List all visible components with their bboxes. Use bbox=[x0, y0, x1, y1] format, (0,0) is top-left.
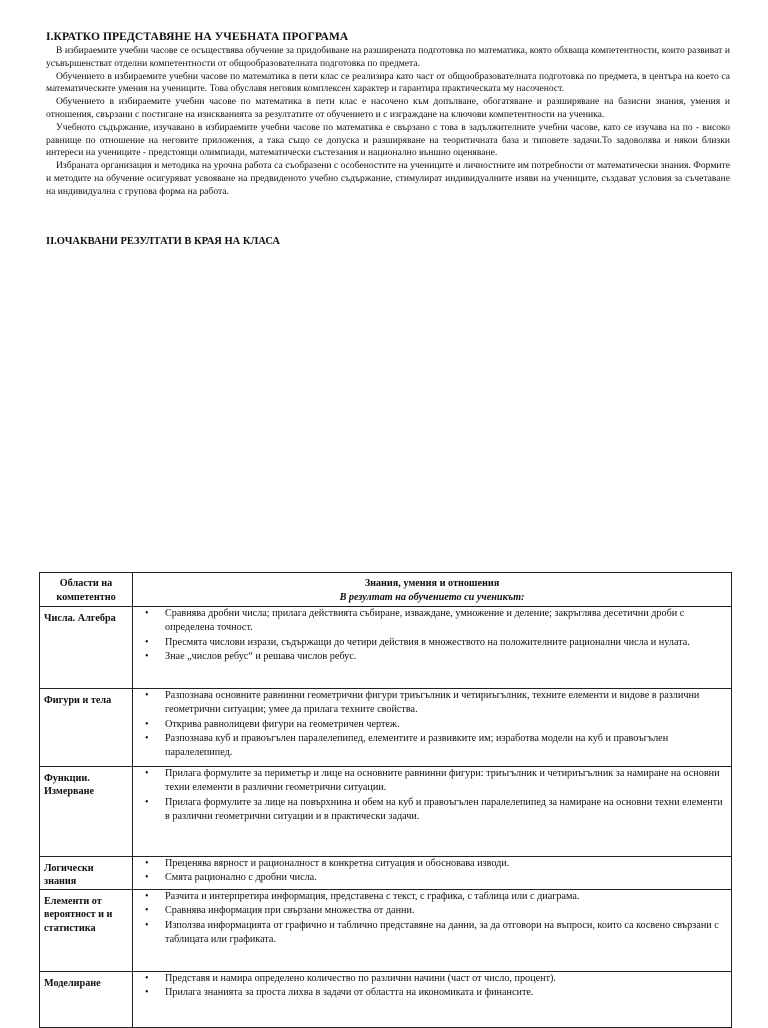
bullet-icon: • bbox=[145, 607, 149, 619]
table-header-row bbox=[40, 573, 732, 607]
paragraph: В избираемите учебни часове се осъществява обучение за придобиване на разширената подготовка по математика, която обхваща компетентности, които развиват и усъвършенстват отделни компетентности от общообразователната подготовка по предмета. bbox=[46, 45, 730, 69]
competence-area: Логически знания bbox=[40, 856, 133, 889]
competence-area: Фигури и тела bbox=[40, 688, 133, 766]
table-row bbox=[40, 889, 732, 971]
bullet-icon: • bbox=[145, 972, 149, 984]
paragraph: Учебното съдържание, изучавано в избираемите учебни часове по математика е свързано с това в задължителните учебни часове, като се изучава на по - високо равнище по отношение на неговите приложения, а така също се допуска и разширяване на теоритичната база и типовете задачи.То задоволява и някои близки интереси на учениците - предстоящи олимпиади, математически състезания и национално външно оценяване. bbox=[46, 121, 730, 159]
outcomes-cell bbox=[133, 889, 732, 971]
paragraph: Обучението в избираемите учебни часове по математика в пети клас се реализира като част от общообразователната подготовка по предмета, в центъра на което са математическите умения на учениците. Това обуславя неговия комплексен характер и гарантира практическата му насоченост. bbox=[46, 70, 730, 95]
bullet-icon: • bbox=[145, 733, 149, 745]
table-row bbox=[40, 606, 732, 688]
outcomes-list bbox=[137, 972, 727, 1001]
bullet-icon: • bbox=[145, 796, 149, 808]
list-item bbox=[145, 636, 727, 650]
outcomes-list bbox=[137, 857, 727, 886]
list-item-text: Прилага формулите за лице на повърхнина и обем на куб и правоъгълен паралелепипед за намиране на основни техни елементи в различни геометрични ситуации и в практически задачи. bbox=[165, 796, 723, 823]
outcomes-list bbox=[137, 890, 727, 948]
bullet-icon: • bbox=[145, 857, 149, 869]
list-item-text: Смята рационално с дробни числа. bbox=[165, 872, 317, 884]
list-item-text: Разпознава основните равнинни геометрични фигури триъгълник и четириъгълник, техните елементи и видове в различни геометрични ситуации; умее да прилага техните свойства. bbox=[165, 689, 700, 716]
list-item bbox=[145, 689, 727, 718]
list-item bbox=[145, 919, 727, 948]
competence-area: Елементи от вероятност и и статистика bbox=[40, 889, 133, 971]
list-item-text: Разпознава куб и правоъгълен паралелепипед, елементите и развивките им; изработва модели на куб и правоъгълен паралелепипед. bbox=[165, 733, 669, 759]
list-item bbox=[145, 607, 727, 636]
section-heading-1: I.КРАТКО ПРЕДСТАВЯНЕ НА УЧЕБНАТА ПРОГРАМА bbox=[46, 31, 349, 43]
bullet-icon: • bbox=[145, 718, 149, 730]
list-item bbox=[145, 890, 727, 904]
outcomes-cell bbox=[133, 688, 732, 766]
column-header-title: Знания, умения и отношения bbox=[364, 578, 500, 589]
outcomes-cell bbox=[133, 766, 732, 856]
list-item-text: Прилага формулите за периметър и лице на основните равнинни фигури: триъгълник и четириъгълник за намиране на основни техни елементи в различни геометрични ситуации. bbox=[165, 767, 720, 794]
outcomes-list bbox=[137, 607, 727, 665]
column-header-subtitle: В резултат на обучението си ученикът: bbox=[339, 592, 525, 604]
outcomes-list bbox=[137, 767, 727, 825]
list-item bbox=[145, 732, 727, 761]
competence-area: Функции. Измерване bbox=[40, 766, 133, 856]
bullet-icon: • bbox=[145, 872, 149, 884]
column-header-knowledge bbox=[133, 573, 732, 607]
outcomes-cell bbox=[133, 606, 732, 688]
list-item-text: Пресмята числови изрази, съдържащи до четири действия в множеството на положителните рационални числа и нулата. bbox=[165, 636, 690, 648]
list-item bbox=[145, 796, 727, 825]
list-item bbox=[145, 857, 727, 871]
paragraph: Избраната организация и методика на урочна работа са съобразени с особеностите на учениците и личностните им потребности от математически знания. Формите и методите на обучение осигуряват усвояване на предвиденото учебно съдържание, стимулират индивидуалните изяви на учениците, създават условия за съчетаване на индивидуална с групова форма на работа. bbox=[46, 160, 730, 197]
outcomes-cell bbox=[133, 971, 732, 1027]
bullet-icon: • bbox=[145, 987, 149, 999]
list-item bbox=[145, 650, 727, 664]
table-row bbox=[40, 971, 732, 1027]
bullet-icon: • bbox=[145, 689, 149, 701]
outcomes-list bbox=[137, 689, 727, 761]
section-heading-2: II.ОЧАКВАНИ РЕЗУЛТАТИ В КРАЯ НА КЛАСА bbox=[46, 236, 281, 247]
list-item-text: Сравнява дробни числа; прилага действията събиране, изваждане, умножение и деление; закръглява десетични дроби с определена точност. bbox=[165, 607, 685, 634]
list-item-text: Сравнява информация при свързани множества от данни. bbox=[165, 905, 415, 917]
list-item-text: Преценява вярност и рационалност в конкретна ситуация и обосновава изводи. bbox=[165, 857, 510, 869]
bullet-icon: • bbox=[145, 890, 149, 902]
list-item-text: Открива равнолицеви фигури на геометричен чертеж. bbox=[165, 718, 400, 730]
list-item bbox=[145, 871, 727, 885]
results-table bbox=[39, 572, 732, 1028]
list-item-text: Знае „числов ребус“ и решава числов ребус. bbox=[165, 651, 357, 663]
list-item-text: Разчита и интерпретира информация, представена с текст, с графика, с таблица или с диаграма. bbox=[165, 890, 580, 902]
bullet-icon: • bbox=[145, 636, 149, 648]
list-item-text: Прилага знанията за проста лихва в задачи от областта на икономиката и финансите. bbox=[165, 987, 534, 999]
list-item-text: Представя и намира определено количество по различни начини (част от число, процент). bbox=[165, 972, 556, 984]
intro-text bbox=[46, 45, 730, 199]
table-row bbox=[40, 766, 732, 856]
competence-area: Числа. Алгебра bbox=[40, 606, 133, 688]
outcomes-cell bbox=[133, 856, 732, 889]
list-item bbox=[145, 904, 727, 918]
bullet-icon: • bbox=[145, 919, 149, 931]
list-item bbox=[145, 986, 727, 1000]
list-item bbox=[145, 972, 727, 986]
paragraph: Обучението в избираемите учебни часове по математика в пети клас е насочено към допълване, обогатяване и разширяване на базисни знания, умения и отношения, свързани с постигане на изискванията за резултатите от обучението и с изграждане на ключови компетентности на ученика. bbox=[46, 96, 730, 120]
bullet-icon: • bbox=[145, 767, 149, 779]
table-row bbox=[40, 856, 732, 889]
list-item bbox=[145, 767, 727, 796]
table-row bbox=[40, 688, 732, 766]
competence-area: Моделиране bbox=[40, 971, 133, 1027]
bullet-icon: • bbox=[145, 905, 149, 917]
list-item bbox=[145, 718, 727, 732]
column-header-areas: Области на компетентно bbox=[40, 573, 133, 607]
list-item-text: Използва информацията от графично и таблично представяне на данни, за да отговори на въпроси, които са косвено свързани с таблицата или графиката. bbox=[165, 919, 719, 946]
bullet-icon: • bbox=[145, 651, 149, 663]
